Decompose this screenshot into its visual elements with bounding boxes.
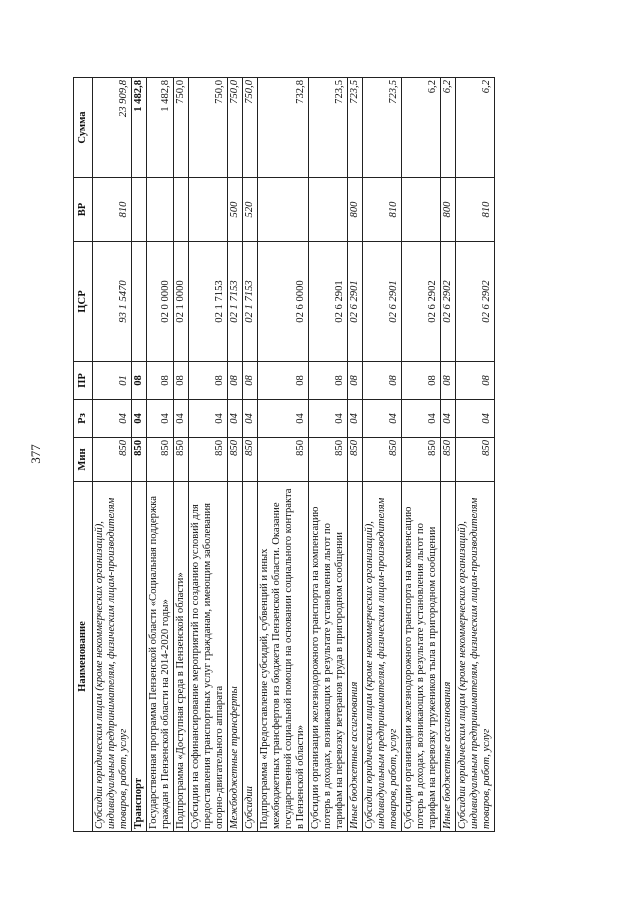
cell-sum: 723,5	[348, 78, 363, 178]
cell-csr: 02 6 2902	[402, 242, 441, 362]
table-row	[456, 78, 495, 832]
cell-pr: 08	[147, 362, 174, 400]
cell-csr: 02 0 0000	[147, 242, 174, 362]
cell-rz: 04	[147, 400, 174, 438]
cell-csr: 02 6 0000	[258, 242, 309, 362]
cell-pr: 08	[258, 362, 309, 400]
cell-sum: 750,0	[189, 78, 228, 178]
header-sum: Сумма	[74, 78, 93, 178]
cell-pr: 08	[228, 362, 243, 400]
cell-name: Субсидии организации железнодорожного транспорта на компенсацию потерь в доходах, возникающих в результате установления льгот по тарифам на перевозку тружеников тыла в пригородном сообщении	[402, 482, 441, 832]
cell-sum: 1 482,8	[132, 78, 147, 178]
cell-min: 850	[93, 438, 132, 482]
table-row	[348, 78, 363, 832]
cell-min: 850	[402, 438, 441, 482]
cell-rz: 04	[243, 400, 258, 438]
cell-sum: 750,0	[243, 78, 258, 178]
cell-sum: 750,0	[174, 78, 189, 178]
table-row	[93, 78, 132, 832]
cell-min: 850	[243, 438, 258, 482]
cell-vr	[309, 178, 348, 242]
cell-rz: 04	[309, 400, 348, 438]
cell-sum: 723,5	[363, 78, 402, 178]
cell-min: 850	[189, 438, 228, 482]
cell-vr: 810	[456, 178, 495, 242]
cell-name: Подпрограмма «Доступная среда в Пензенской области»	[174, 482, 189, 832]
cell-name: Транспорт	[132, 482, 147, 832]
cell-pr: 08	[402, 362, 441, 400]
cell-csr: 02 6 2902	[456, 242, 495, 362]
cell-name: Иные бюджетные ассигнования	[441, 482, 456, 832]
table-row	[132, 78, 147, 832]
cell-pr: 01	[93, 362, 132, 400]
header-name: Наименование	[74, 482, 93, 832]
page-number: 377	[27, 444, 43, 464]
cell-csr: 02 6 2901	[348, 242, 363, 362]
table-row	[147, 78, 174, 832]
table-row	[441, 78, 456, 832]
cell-csr: 93 1 5470	[93, 242, 132, 362]
cell-pr: 08	[243, 362, 258, 400]
table-row	[228, 78, 243, 832]
cell-vr	[258, 178, 309, 242]
cell-csr: 02 1 7153	[228, 242, 243, 362]
cell-pr: 08	[309, 362, 348, 400]
cell-csr: 02 6 2901	[309, 242, 348, 362]
cell-pr: 08	[348, 362, 363, 400]
cell-name: Подпрограмма «Предоставление субсидий, субвенций и иных межбюджетных трансфертов из бюджета Пензенской области. Оказание государственной социальной помощи на основании социального контракта в Пензенской области»	[258, 482, 309, 832]
cell-rz: 04	[402, 400, 441, 438]
cell-csr: 02 6 2902	[441, 242, 456, 362]
cell-min: 850	[174, 438, 189, 482]
table-row	[174, 78, 189, 832]
header-row	[74, 78, 93, 832]
cell-min: 850	[456, 438, 495, 482]
cell-csr: 02 1 0000	[174, 242, 189, 362]
cell-sum: 6,2	[456, 78, 495, 178]
cell-name: Субсидии	[243, 482, 258, 832]
cell-sum: 6,2	[441, 78, 456, 178]
cell-csr: 02 1 7153	[189, 242, 228, 362]
cell-vr: 800	[348, 178, 363, 242]
cell-pr: 08	[363, 362, 402, 400]
cell-vr	[147, 178, 174, 242]
cell-vr: 800	[441, 178, 456, 242]
cell-name: Субсидии юридическим лицам (кроме некоммерческих организаций), индивидуальным предпринимателям, физическим лицам-производителям товаров, работ, услуг	[93, 482, 132, 832]
cell-vr: 810	[363, 178, 402, 242]
table-row	[243, 78, 258, 832]
cell-sum: 6,2	[402, 78, 441, 178]
table-row	[189, 78, 228, 832]
cell-rz: 04	[174, 400, 189, 438]
table-row	[363, 78, 402, 832]
table-row	[309, 78, 348, 832]
header-csr: ЦСР	[74, 242, 93, 362]
cell-vr: 500	[228, 178, 243, 242]
cell-pr: 08	[132, 362, 147, 400]
cell-min: 850	[441, 438, 456, 482]
cell-pr: 08	[441, 362, 456, 400]
cell-name: Субсидии юридическим лицам (кроме некоммерческих организаций), индивидуальным предпринимателям, физическим лицам-производителям товаров, работ, услуг	[456, 482, 495, 832]
cell-min: 850	[228, 438, 243, 482]
cell-rz: 04	[456, 400, 495, 438]
cell-vr	[174, 178, 189, 242]
cell-rz: 04	[132, 400, 147, 438]
cell-min: 850	[348, 438, 363, 482]
cell-min: 850	[132, 438, 147, 482]
rotated-table-container	[73, 78, 579, 832]
header-vr: ВР	[74, 178, 93, 242]
header-pr: ПР	[74, 362, 93, 400]
cell-csr: 02 6 2901	[363, 242, 402, 362]
cell-min: 850	[309, 438, 348, 482]
cell-rz: 04	[363, 400, 402, 438]
cell-vr: 520	[243, 178, 258, 242]
cell-pr: 08	[174, 362, 189, 400]
header-min: Мин	[74, 438, 93, 482]
cell-sum: 750,0	[228, 78, 243, 178]
cell-vr: 810	[93, 178, 132, 242]
table-row	[402, 78, 441, 832]
cell-min: 850	[147, 438, 174, 482]
cell-rz: 04	[441, 400, 456, 438]
budget-table	[73, 77, 495, 832]
table-body	[93, 78, 495, 832]
cell-rz: 04	[189, 400, 228, 438]
cell-min: 850	[363, 438, 402, 482]
cell-name: Субсидии юридическим лицам (кроме некоммерческих организаций), индивидуальным предпринимателям, физическим лицам-производителям товаров, работ, услуг	[363, 482, 402, 832]
cell-sum: 1 482,8	[147, 78, 174, 178]
cell-vr	[189, 178, 228, 242]
cell-sum: 732,8	[258, 78, 309, 178]
cell-pr: 08	[189, 362, 228, 400]
cell-name: Субсидии на софинансирование мероприятий по созданию условий для предоставления транспортных услуг гражданам, имеющим заболевания опорно-двигательного аппарата	[189, 482, 228, 832]
cell-rz: 04	[348, 400, 363, 438]
cell-rz: 04	[93, 400, 132, 438]
cell-vr	[402, 178, 441, 242]
cell-sum: 723,5	[309, 78, 348, 178]
cell-name: Государственная программа Пензенской области «Социальная поддержка граждан в Пензенской области на 2014-2020 годы»	[147, 482, 174, 832]
cell-name: Иные бюджетные ассигнования	[348, 482, 363, 832]
cell-sum: 23 909,8	[93, 78, 132, 178]
cell-pr: 08	[456, 362, 495, 400]
header-rz: Рз	[74, 400, 93, 438]
table-row	[258, 78, 309, 832]
cell-rz: 04	[258, 400, 309, 438]
cell-name: Межбюджетные трансферты	[228, 482, 243, 832]
cell-min: 850	[258, 438, 309, 482]
cell-vr	[132, 178, 147, 242]
cell-rz: 04	[228, 400, 243, 438]
cell-name: Субсидии организации железнодорожного транспорта на компенсацию потерь в доходах, возникающих в результате установления льгот по тарифам на перевозку ветеранов труда в пригородном сообщении	[309, 482, 348, 832]
cell-csr: 02 1 7153	[243, 242, 258, 362]
cell-csr	[132, 242, 147, 362]
